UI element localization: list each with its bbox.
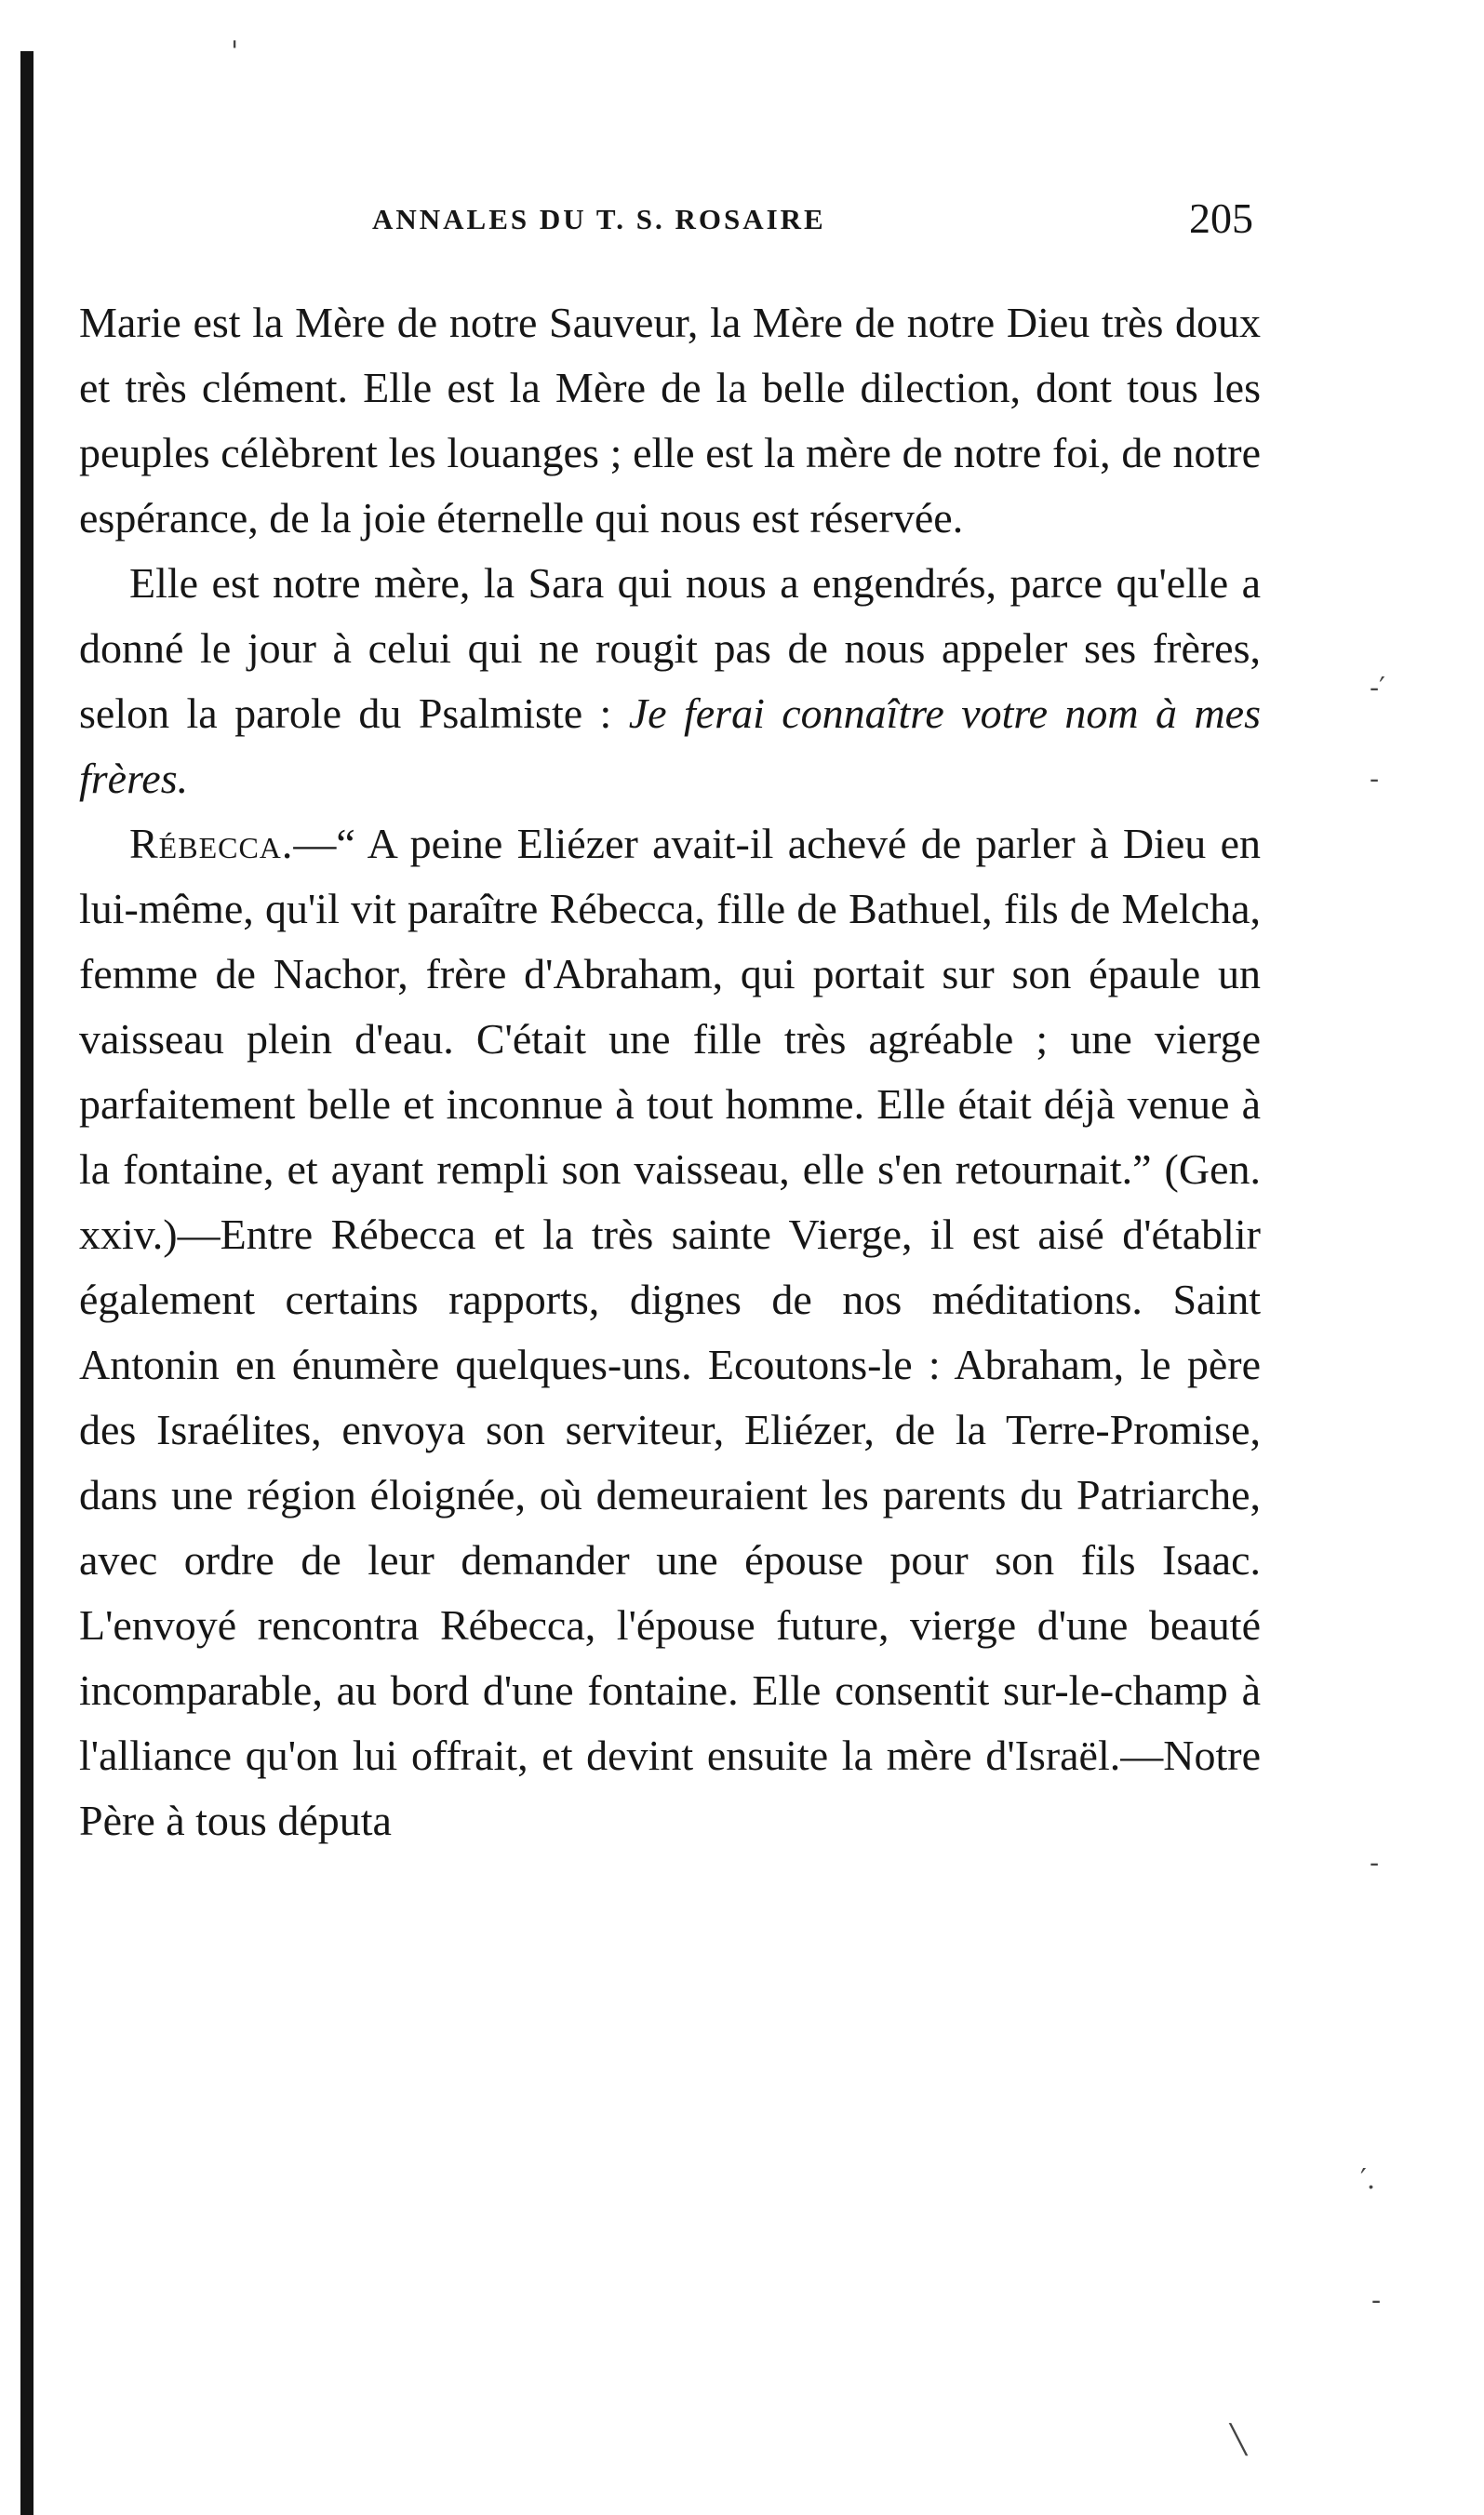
binding-edge <box>20 51 33 2515</box>
running-header <box>79 186 1261 251</box>
paragraph-rebecca <box>79 811 1261 1853</box>
paragraph-text: Elle est notre mère, la Sara qui nous a engendrés, parce qu'elle a donné le jour à celui qui ne rougit pas de nous appeler ses frères, selon la parole du Psalmiste : <box>79 559 1261 737</box>
margin-mark: - <box>1370 1847 1380 1880</box>
book-page <box>79 186 1261 1853</box>
psalm-quote: Je ferai connaître votre nom à mes frères. <box>79 689 1261 802</box>
paragraph-text: Marie est la Mère de notre Sauveur, la Mère de notre Dieu très doux et très clément. Elle est la Mère de la belle dilection, dont tous les peuples célèbrent les louanges ; elle est la mère de notre foi, de notre espérance, de la joie éternelle qui nous est réservée. <box>79 299 1261 542</box>
paragraph-marie <box>79 290 1261 551</box>
section-label: Rébecca. <box>129 820 294 867</box>
body-text <box>79 290 1261 1853</box>
speck-mark: ╲ <box>1230 2424 1248 2456</box>
speck-mark: ' <box>231 35 239 68</box>
paragraph-text: —“ A peine Eliézer avait-il achevé de parler à Dieu en lui-même, qu'il vit paraître Rébecca, fille de Bathuel, fils de Melcha, femme de Nachor, frère d'Abraham, qui portait sur son épaule un vaisseau plein d'eau. C'était une fille très agréable ; une vierge parfaitement belle et inconnue à tout homme. Elle était déjà venue à la fontaine, et ayant rempli son vaisseau, elle s'en retournait.” (Gen. xxiv.)—Entre Rébecca et la très sainte Vierge, il est aisé d'établir également certains rapports, dignes de nos méditations. Saint Antonin en énumère quelques-uns. Ecoutons-le : Abraham, le père des Israélites, envoya son serviteur, Eliézer, de la Terre-Promise, dans une région éloignée, où demeuraient les parents du Patriarche, avec ordre de leur demander une épouse pour son fils Isaac. L'envoyé rencontra Rébecca, l'épouse future, vierge d'une beauté incomparable, au bord d'une fontaine. Elle consentit sur-le-champ à l'alliance qu'on lui offrait, et devint ensuite la mère d'Israël.—Notre Père à tous députa <box>79 820 1261 1844</box>
paragraph-sara <box>79 551 1261 811</box>
margin-mark: - <box>1371 2284 1382 2317</box>
margin-mark: -′ <box>1370 672 1385 704</box>
running-title: ANNALES DU T. S. ROSAIRE <box>372 203 826 235</box>
page-number: 205 <box>1189 194 1253 242</box>
margin-mark: ′. <box>1360 2163 1376 2196</box>
margin-mark: - <box>1370 763 1380 796</box>
